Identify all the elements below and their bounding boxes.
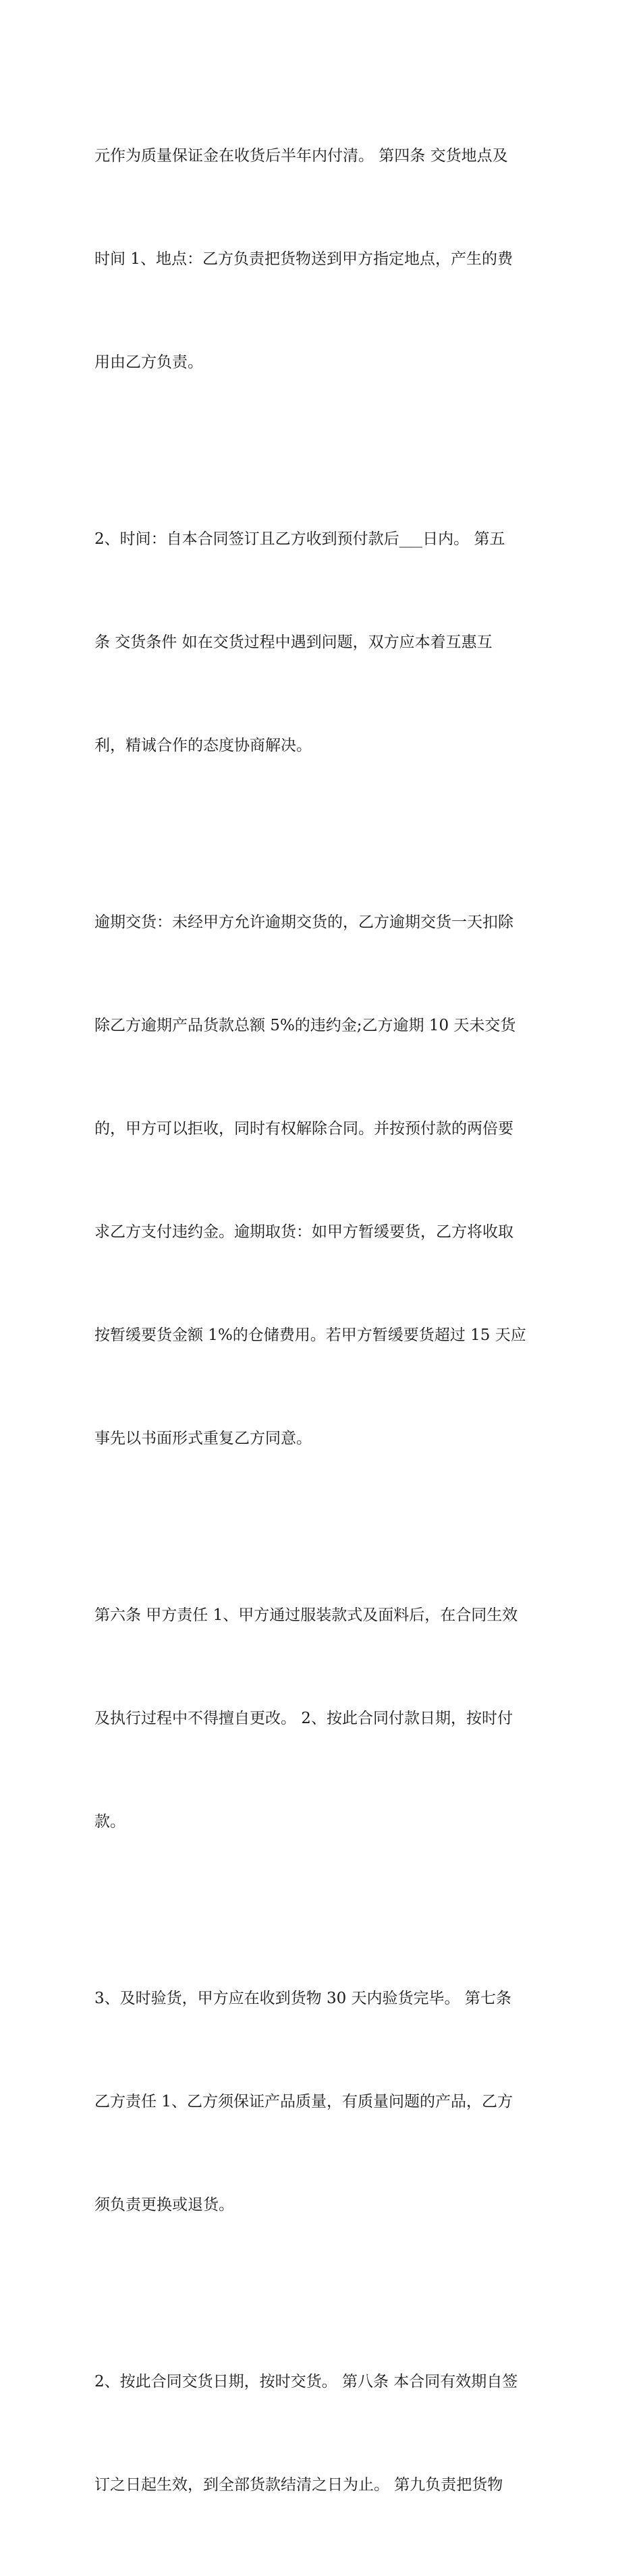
text-line: 须负责更换或退货。 xyxy=(94,2196,234,2214)
text-line: 3、及时验货，甲方应在收到货物 30 天内验货完毕。 第七条 xyxy=(94,1990,511,2007)
text-line: 时间 1、地点：乙方负责把货物送到甲方指定地点，产生的费 xyxy=(94,250,513,268)
text-line: 利，精诚合作的态度协商解决。 xyxy=(94,737,312,754)
paragraph-delivery-time xyxy=(94,453,553,832)
paragraph-delivery-schedule xyxy=(94,2296,553,2571)
paragraph-overdue-delivery xyxy=(94,837,553,1525)
text-line: 的，甲方可以拒收，同时有权解除合同。并按预付款的两倍要 xyxy=(94,1120,513,1138)
text-line: 除乙方逾期产品货款总额 5%的违约金;乙方逾期 10 天未交货 xyxy=(94,1017,516,1034)
text-line: 2、时间：自本合同签订且乙方收到预付款后___日内。 第五 xyxy=(94,530,505,548)
text-line: 订之日起生效，到全部货款结清之日为止。 第九负责把货物 xyxy=(94,2476,503,2494)
text-line: 乙方责任 1、乙方须保证产品质量，有质量问题的产品，乙方 xyxy=(94,2093,513,2110)
text-line: 用由乙方负责。 xyxy=(94,354,203,371)
text-line: 第六条 甲方责任 1、甲方通过服装款式及面料后，在合同生效 xyxy=(94,1606,518,1624)
text-line: 款。 xyxy=(94,1813,126,1830)
document-body xyxy=(94,70,553,2576)
text-line: 2、按此合同交货日期，按时交货。 第八条 本合同有效期自签 xyxy=(94,2373,518,2390)
text-line: 元作为质量保证金在收货后半年内付清。 第四条 交货地点及 xyxy=(94,147,508,165)
text-line: 事先以书面形式重复乙方同意。 xyxy=(94,1430,312,1447)
text-line: 求乙方支付违约金。逾期取货：如甲方暂缓要货，乙方将收取 xyxy=(94,1223,513,1241)
text-line: 逾期交货：未经甲方允许逾期交货的，乙方逾期交货一天扣除 xyxy=(94,914,513,931)
paragraph-party-a-duties xyxy=(94,1530,553,1908)
paragraph-inspection xyxy=(94,1913,553,2291)
paragraph-delivery-location xyxy=(94,70,553,449)
text-line: 及执行过程中不得擅自更改。 2、按此合同付款日期，按时付 xyxy=(94,1710,513,1727)
text-line: 条 交货条件 如在交货过程中遇到问题，双方应本着互惠互 xyxy=(94,634,493,651)
text-line: 按暂缓要货金额 1%的仓储费用。若甲方暂缓要货超过 15 天应 xyxy=(94,1326,526,1344)
